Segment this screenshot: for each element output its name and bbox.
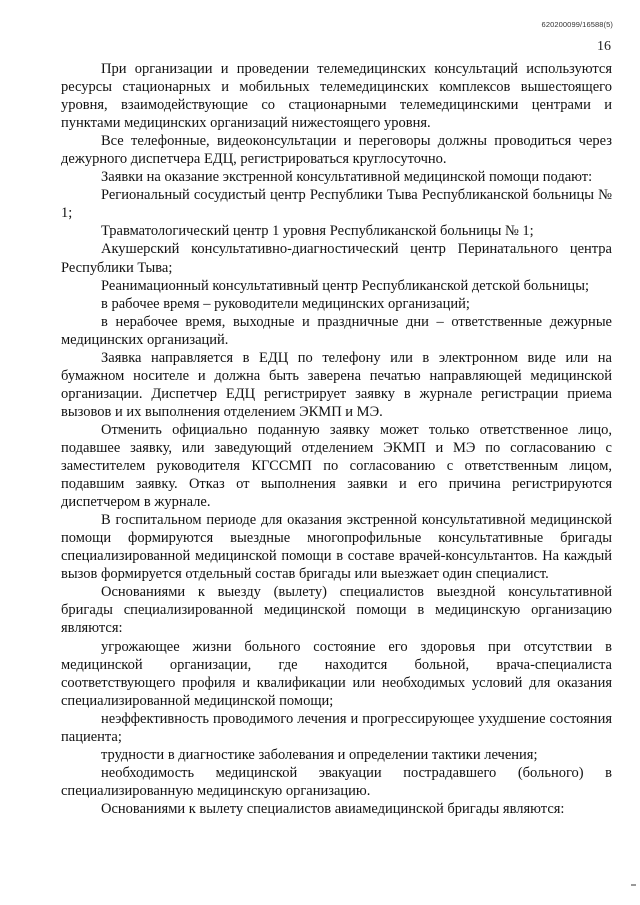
list-item-diagnostic-difficulties: трудности в диагностике заболевания и определении тактики лечения; (101, 746, 538, 763)
list-item-vascular-center: Региональный сосудистый центр Республики Тыва Республиканской больницы № 1; (61, 187, 612, 222)
scan-edge-mark (631, 884, 636, 886)
paragraph-request-cancellation: Отменить официально поданную заявку может только ответственное лицо, подавшее заявку, или заведующий отделением ЭКМП и МЭ по согласованию с заместителем руководителя КГССМП по согласованию с ответственным лицом, подавшим заявку. Отказ от выполнения заявки и его причина регистрируются диспетчером в журнале. (61, 421, 612, 511)
list-item-medical-evacuation: необходимость медицинской эвакуации пострадавшего (больного) в специализированную медицинскую организацию. (61, 764, 612, 799)
paragraph-hospital-period: В госпитальном периоде для оказания экстренной консультативной медицинской помощи формируются выездные многопрофильные консультативные бригады специализированной медицинской помощи в составе врачей-консультантов. На каждый вызов формируется отдельный состав бригады или выезжает один специалист. (61, 512, 612, 583)
list-item-ineffective-treatment: неэффективность проводимого лечения и прогрессирующее ухудшение состояния пациента; (61, 710, 612, 745)
list-item-resuscitation-center: Реанимационный консультативный центр Республиканской детской больницы; (101, 277, 589, 294)
document-id: 620200099/16588(5) (541, 20, 613, 29)
paragraph-air-medical-grounds: Основаниями к вылету специалистов авиамедицинской бригады являются: (101, 800, 565, 817)
list-item-life-threatening: угрожающее жизни больного состояние его здоровья при отсутствии в медицинской организации, где находится больной, врача-специалиста соответствующего профиля и квалификации или необходимых условий для оказания специализированной медицинской помощи; (61, 638, 612, 709)
page-number: 16 (597, 39, 611, 54)
paragraph-departure-grounds: Основаниями к выезду (вылету) специалистов выездной консультативной бригады специализированной медицинской помощи в медицинскую организацию являются: (61, 584, 612, 637)
paragraph-dispatcher-registration: Все телефонные, видеоконсультации и переговоры должны проводиться через дежурного диспетчера ЕДЦ, регистрироваться круглосуточно. (61, 133, 612, 168)
document-body (61, 60, 612, 818)
list-item-non-working-hours: в нерабочее время, выходные и праздничные дни – ответственные дежурные медицинских организаций. (61, 313, 612, 348)
paragraph-request-submission: Заявка направляется в ЕДЦ по телефону или в электронном виде или на бумажном носителе и должна быть заверена печатью направляющей медицинской организации. Диспетчер ЕДЦ регистрирует заявку в журнале регистрации приема вызовов и их выполнения отделением ЭКМП и МЭ. (61, 349, 612, 420)
paragraph-requests-intro: Заявки на оказание экстренной консультативной медицинской помощи подают: (101, 169, 593, 186)
list-item-obstetric-center: Акушерский консультативно-диагностический центр Перинатального центра Республики Тыва; (61, 241, 612, 276)
paragraph-telemedicine-resources: При организации и проведении телемедицинских консультаций используются ресурсы стационарных и мобильных телемедицинских комплексов вышестоящего уровня, взаимодействующие со стационарными телемедицинскими центрами и пунктами медицинских организаций нижестоящего уровня. (61, 61, 612, 132)
list-item-trauma-center: Травматологический центр 1 уровня Республиканской больницы № 1; (101, 223, 534, 240)
list-item-working-hours: в рабочее время – руководители медицинских организаций; (101, 295, 470, 312)
